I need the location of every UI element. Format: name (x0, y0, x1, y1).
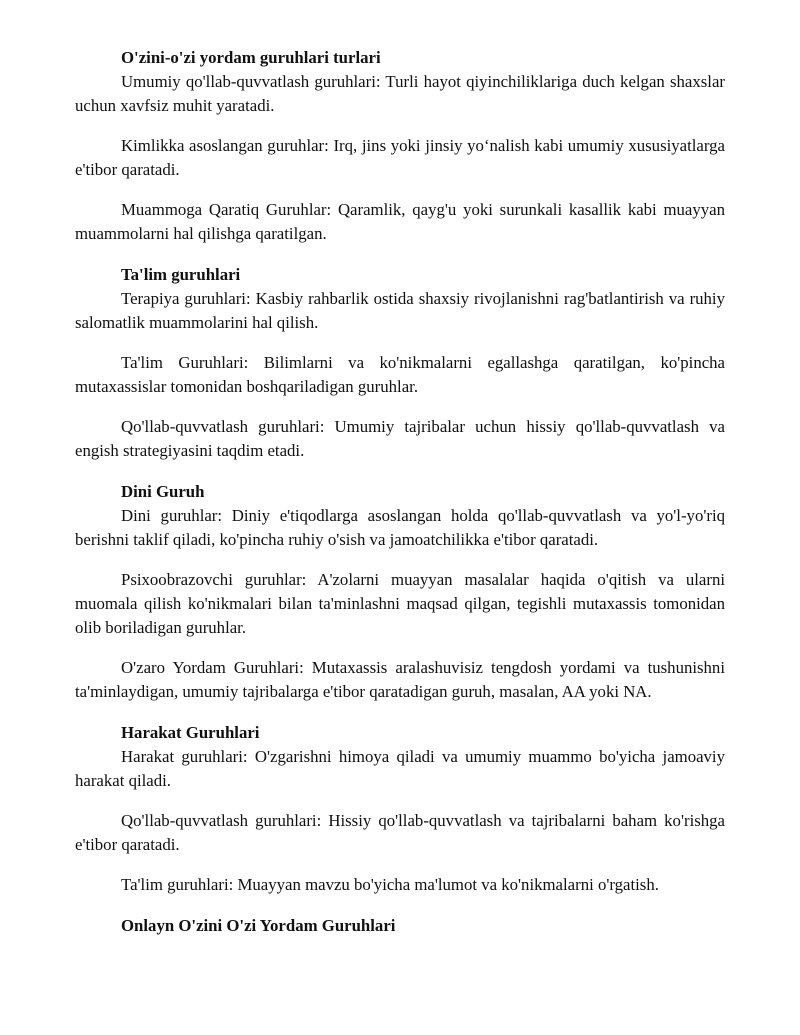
paragraph: Kimlikka asoslangan guruhlar: Irq, jins yoki jinsiy yo‘nalish kabi umumiy xususiyatlarga e'tibor qaratadi. (75, 136, 725, 179)
section-online (75, 914, 725, 938)
section-heading: O'zini-o'zi yordam guruhlari turlari (121, 48, 381, 67)
section-education (75, 263, 725, 463)
section-heading: Onlayn O'zini O'zi Yordam Guruhlari (121, 916, 396, 935)
section-religious (75, 480, 725, 704)
section-heading: Harakat Guruhlari (121, 723, 260, 742)
section-heading: Dini Guruh (121, 482, 205, 501)
paragraph: Ta'lim guruhlari: Muayyan mavzu bo'yicha ma'lumot va ko'nikmalarni o'rgatish. (121, 875, 659, 894)
paragraph: Muammoga Qaratiq Guruhlar: Qaramlik, qayg'u yoki surunkali kasallik kabi muayyan muammolarni hal qilishga qaratilgan. (75, 200, 725, 243)
paragraph: Qo'llab-quvvatlash guruhlari: Umumiy tajribalar uchun hissiy qo'llab-quvvatlash va engish strategiyasini taqdim etadi. (75, 417, 725, 460)
section-heading: Ta'lim guruhlari (121, 265, 241, 284)
paragraph: Harakat guruhlari: O'zgarishni himoya qiladi va umumiy muammo bo'yicha jamoaviy harakat qiladi. (75, 747, 725, 790)
paragraph: Ta'lim Guruhlari: Bilimlarni va ko'nikmalarni egallashga qaratilgan, ko'pincha mutaxassislar tomonidan boshqariladigan guruhlar. (75, 353, 725, 396)
paragraph: O'zaro Yordam Guruhlari: Mutaxassis aralashuvisiz tengdosh yordami va tushunishni ta'minlaydigan, umumiy tajribalarga e'tibor qaratadigan guruh, masalan, AA yoki NA. (75, 658, 725, 701)
section-types (75, 46, 725, 246)
paragraph: Psixoobrazovchi guruhlar: A'zolarni muayyan masalalar haqida o'qitish va ularni muomala qilish ko'nikmalari bilan ta'minlashni maqsad qilgan, tegishli mutaxassis tomonidan olib boriladigan guruhlar. (75, 570, 725, 637)
paragraph: Dini guruhlar: Diniy e'tiqodlarga asoslangan holda qo'llab-quvvatlash va yo'l-yo'riq berishni taklif qiladi, ko'pincha ruhiy o'sish va jamoatchilikka e'tibor qaratadi. (75, 506, 725, 549)
paragraph: Terapiya guruhlari: Kasbiy rahbarlik ostida shaxsiy rivojlanishni rag'batlantirish va ruhiy salomatlik muammolarini hal qilish. (75, 289, 725, 332)
section-action (75, 721, 725, 897)
paragraph: Qo'llab-quvvatlash guruhlari: Hissiy qo'llab-quvvatlash va tajribalarni baham ko'rishga e'tibor qaratadi. (75, 811, 725, 854)
paragraph: Umumiy qo'llab-quvvatlash guruhlari: Turli hayot qiyinchiliklariga duch kelgan shaxslar uchun xavfsiz muhit yaratadi. (75, 72, 725, 115)
